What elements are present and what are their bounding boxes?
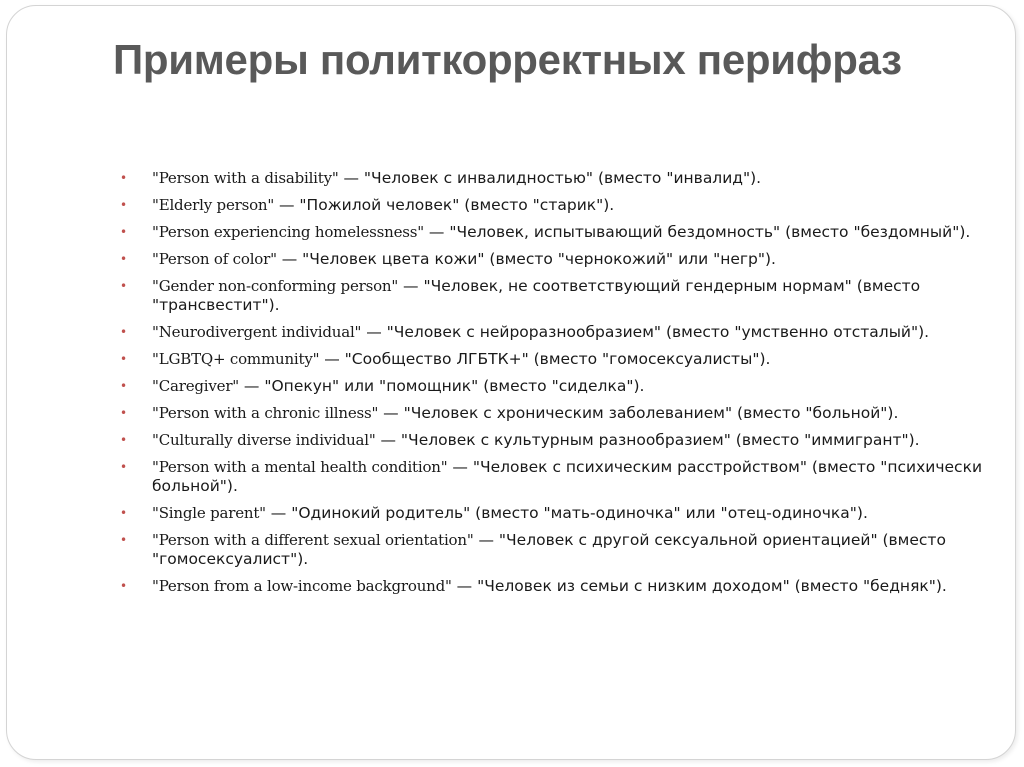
list-item <box>120 323 982 342</box>
english-term: "Person with a disability" <box>152 169 339 187</box>
russian-translation: — "Одинокий родитель" (вместо "мать-одиночка" или "отец-одиночка"). <box>265 504 868 522</box>
english-term: "Single parent" <box>152 504 266 522</box>
list-item <box>120 169 982 188</box>
list-item <box>120 531 982 569</box>
english-term: "Person with a mental health condition" <box>152 458 448 476</box>
bullet-icon: • <box>120 433 128 447</box>
russian-translation: — "Сообщество ЛГБТК+" (вместо "гомосексуалисты"). <box>319 350 771 368</box>
english-term: "Culturally diverse individual" <box>152 431 376 449</box>
bullet-icon: • <box>120 379 128 393</box>
english-term: "Caregiver" <box>152 377 239 395</box>
list-item <box>120 350 982 369</box>
bullet-icon: • <box>120 406 128 420</box>
english-term: "Gender non-conforming person" <box>152 277 399 295</box>
russian-translation: — "Человек с культурным разнообразием" (вместо "иммигрант"). <box>375 431 920 449</box>
bullet-icon: • <box>120 579 128 593</box>
slide-frame <box>6 5 1016 760</box>
english-term: "Person from a low-income background" <box>152 577 452 595</box>
bullet-icon: • <box>120 533 128 547</box>
english-term: "Elderly person" <box>152 196 275 214</box>
slide-title: Примеры политкорректных перифраз <box>113 36 902 83</box>
russian-translation: — "Человек с хроническим заболеванием" (вместо "больной"). <box>378 404 899 422</box>
bullet-icon: • <box>120 198 128 212</box>
bullet-icon: • <box>120 279 128 293</box>
list-item <box>120 431 982 450</box>
russian-translation: — "Человек цвета кожи" (вместо "чернокожий" или "негр"). <box>276 250 776 268</box>
bullet-icon: • <box>120 225 128 239</box>
bullet-icon: • <box>120 252 128 266</box>
bullet-icon: • <box>120 352 128 366</box>
russian-translation: — "Человек из семьи с низким доходом" (вместо "бедняк"). <box>451 577 947 595</box>
english-term: "Neurodivergent individual" <box>152 323 362 341</box>
bullet-list <box>120 169 983 604</box>
russian-translation: — "Человек с психическим расстройством" (вместо "психически больной"). <box>152 458 983 495</box>
english-term: "LGBTQ+ community" <box>152 350 320 368</box>
russian-translation: — "Человек с инвалидностью" (вместо "инвалид"). <box>338 169 762 187</box>
list-item <box>120 223 982 242</box>
list-item <box>120 250 982 269</box>
russian-translation: — "Человек, не соответствующий гендерным нормам" (вместо "трансвестит"). <box>152 277 921 314</box>
russian-translation: — "Пожилой человек" (вместо "старик"). <box>274 196 615 214</box>
russian-translation: — "Человек с другой сексуальной ориентацией" (вместо "гомосексуалист"). <box>152 531 946 568</box>
list-item <box>120 404 982 423</box>
russian-translation: — "Человек, испытывающий бездомность" (вместо "бездомный"). <box>423 223 971 241</box>
bullet-icon: • <box>120 460 128 474</box>
list-item <box>120 277 982 315</box>
list-item <box>120 196 982 215</box>
list-item <box>120 504 982 523</box>
bullet-icon: • <box>120 171 128 185</box>
russian-translation: — "Человек с нейроразнообразием" (вместо "умственно отсталый"). <box>361 323 930 341</box>
english-term: "Person with a chronic illness" <box>152 404 379 422</box>
english-term: "Person with a different sexual orientation" <box>152 531 474 549</box>
list-item <box>120 377 982 396</box>
list-item <box>120 577 982 596</box>
bullet-icon: • <box>120 506 128 520</box>
list-item <box>120 458 983 496</box>
bullet-icon: • <box>120 325 128 339</box>
russian-translation: — "Опекун" или "помощник" (вместо "сиделка"). <box>239 377 645 395</box>
english-term: "Person experiencing homelessness" <box>152 223 424 241</box>
english-term: "Person of color" <box>152 250 277 268</box>
